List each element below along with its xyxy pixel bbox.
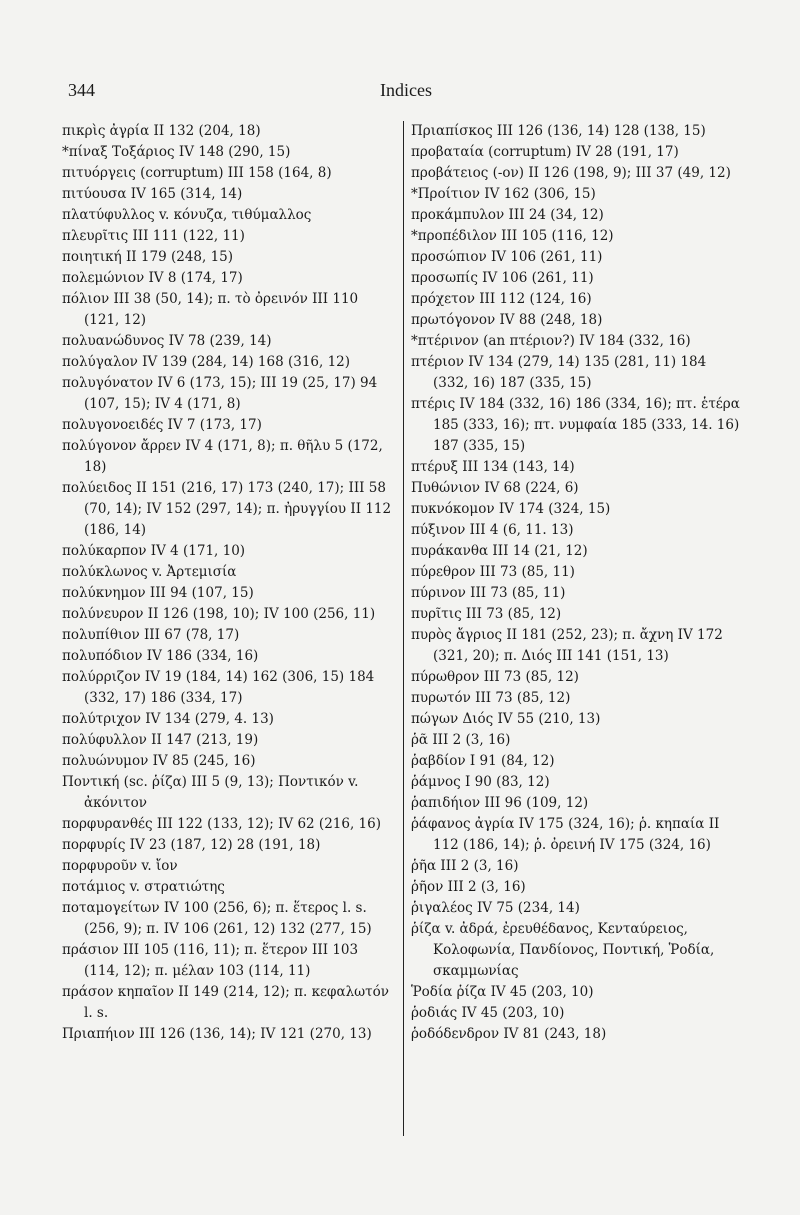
index-entry: πολυπίθιον III 67 (78, 17): [62, 627, 240, 643]
index-entry: πολύκνημον III 94 (107, 15): [62, 585, 254, 601]
index-entry: πικρὶς ἀγρία II 132 (204, 18): [62, 123, 261, 139]
index-entry: *προπέδιλον III 105 (116, 12): [411, 228, 614, 244]
index-entry: πολύφυλλον II 147 (213, 19): [62, 732, 259, 748]
index-columns: [60, 121, 740, 1141]
page-header: [68, 80, 736, 104]
index-entry: πιτυόργεις (corruptum) III 158 (164, 8): [62, 165, 332, 181]
running-head: Indices: [380, 80, 432, 100]
index-entry: προσώπιον IV 106 (261, 11): [411, 249, 603, 265]
index-entry: πιτύουσα IV 165 (314, 14): [62, 186, 243, 202]
index-entry: ῥίζα v. ἀδρά, ἐρευθέδανος, Κενταύρειος, Κολοφωνία, Πανδίονος, Ποντική, Ῥοδία, σκαμμωνίας: [411, 921, 715, 979]
index-entry: πρωτόγονον IV 88 (248, 18): [411, 312, 603, 328]
index-entry: πυρῖτις III 73 (85, 12): [411, 606, 562, 622]
index-entry: πολυγονοειδές IV 7 (173, 17): [62, 417, 262, 433]
index-entry: ῥαπιδήιον III 96 (109, 12): [411, 795, 589, 811]
index-entry: πώγων Διός IV 55 (210, 13): [411, 711, 601, 727]
index-entry: ῥοδιάς IV 45 (203, 10): [411, 1005, 565, 1021]
index-entry: πολυανώδυνος IV 78 (239, 14): [62, 333, 272, 349]
index-entry: πολεμώνιον IV 8 (174, 17): [62, 270, 243, 286]
index-entry: πολύνευρον II 126 (198, 10); IV 100 (256, 11): [62, 606, 376, 622]
index-entry: πύρεθρον III 73 (85, 11): [411, 564, 575, 580]
index-entry: Ποντική (sc. ῥίζα) III 5 (9, 13); Ποντικόν v. ἀκόνιτον: [62, 774, 359, 811]
page-number: 344: [68, 80, 95, 100]
index-entry: ποιητική II 179 (248, 15): [62, 249, 234, 265]
index-entry: ῥιγαλέος IV 75 (234, 14): [411, 900, 580, 916]
index-entry: πύρινον III 73 (85, 11): [411, 585, 566, 601]
index-entry: πύρωθρον III 73 (85, 12): [411, 669, 579, 685]
index-entry: πτέρις IV 184 (332, 16) 186 (334, 16); πτ. ἑτέρα 185 (333, 16); πτ. νυμφαία 185 (333, 14. 16) 187 (335, 15): [411, 396, 740, 454]
index-entry: ῥῆα III 2 (3, 16): [411, 858, 519, 874]
index-entry: πτέριον IV 134 (279, 14) 135 (281, 11) 184 (332, 16) 187 (335, 15): [411, 354, 707, 391]
column-divider: [403, 121, 404, 1136]
index-entry: πλατύφυλλος v. κόνυζα, τιθύμαλλος: [62, 207, 312, 223]
index-entry: πολύτριχον IV 134 (279, 4. 13): [62, 711, 274, 727]
index-entry: *πίναξ Τοξάριος IV 148 (290, 15): [62, 144, 291, 160]
index-entry: προβάτειος (-ον) II 126 (198, 9); III 37 (49, 12): [411, 165, 731, 181]
index-entry: ῥάμνος I 90 (83, 12): [411, 774, 550, 790]
index-entry: πολύγονον ἄρρεν IV 4 (171, 8); π. θῆλυ 5 (172, 18): [62, 438, 383, 475]
index-entry: πυρωτόν III 73 (85, 12): [411, 690, 571, 706]
index-entry: *πτέρινον (an πτέριον?) IV 184 (332, 16): [411, 333, 691, 349]
index-entry: Πριαπίσκος III 126 (136, 14) 128 (138, 15): [411, 123, 706, 139]
index-entry: προβαταία (corruptum) IV 28 (191, 17): [411, 144, 679, 160]
left-column: [62, 121, 394, 1045]
index-entry: πολύκαρπον IV 4 (171, 10): [62, 543, 246, 559]
index-entry: πράσον κηπαῖον II 149 (214, 12); π. κεφαλωτόν l. s.: [62, 984, 389, 1021]
index-entry: Πυθώνιον IV 68 (224, 6): [411, 480, 579, 496]
index-entry: ποταμογείτων IV 100 (256, 6); π. ἕτερος l. s. (256, 9); π. IV 106 (261, 12) 132 (277, 15): [62, 900, 372, 937]
index-entry: πρόχετον III 112 (124, 16): [411, 291, 592, 307]
index-entry: πυράκανθα III 14 (21, 12): [411, 543, 588, 559]
index-entry: πορφυρανθές III 122 (133, 12); IV 62 (216, 16): [62, 816, 381, 832]
index-entry: πολυώνυμον IV 85 (245, 16): [62, 753, 256, 769]
index-entry: Ῥοδία ῥίζα IV 45 (203, 10): [411, 984, 594, 1000]
index-entry: πορφυροῦν v. ἴον: [62, 858, 178, 874]
index-entry: πυρὸς ἄγριος II 181 (252, 23); π. ἄχνη IV 172 (321, 20); π. Διός III 141 (151, 13): [411, 627, 723, 664]
index-entry: πολυγόνατον IV 6 (173, 15); III 19 (25, 17) 94 (107, 15); IV 4 (171, 8): [62, 375, 378, 412]
index-entry: ποτάμιος v. στρατιώτης: [62, 879, 225, 895]
index-entry: ῥαβδίον I 91 (84, 12): [411, 753, 555, 769]
index-entry: πυκνόκομον IV 174 (324, 15): [411, 501, 611, 517]
index-entry: πολυπόδιον IV 186 (334, 16): [62, 648, 259, 664]
index-entry: ῥᾶ III 2 (3, 16): [411, 732, 511, 748]
index-entry: ῥοδόδενδρον IV 81 (243, 18): [411, 1026, 607, 1042]
index-entry: πόλιον III 38 (50, 14); π. τὸ ὀρεινόν III 110 (121, 12): [62, 291, 359, 328]
index-entry: πύξινον III 4 (6, 11. 13): [411, 522, 574, 538]
index-entry: πράσιον III 105 (116, 11); π. ἕτερον III 103 (114, 12); π. μέλαν 103 (114, 11): [62, 942, 359, 979]
index-entry: πολύειδος II 151 (216, 17) 173 (240, 17); III 58 (70, 14); IV 152 (297, 14); π. ἠρυγγίου II 112 (186, 14): [62, 480, 392, 538]
index-entry: πολύκλωνος v. Ἀρτεμισία: [62, 564, 237, 580]
index-entry: πολύγαλον IV 139 (284, 14) 168 (316, 12): [62, 354, 351, 370]
index-entry: ῥῆον III 2 (3, 16): [411, 879, 526, 895]
right-column: [411, 121, 745, 1045]
index-entry: πλευρῖτις III 111 (122, 11): [62, 228, 245, 244]
index-entry: ῥάφανος ἀγρία IV 175 (324, 16); ῥ. κηπαία II 112 (186, 14); ῥ. ὀρεινή IV 175 (324, 16): [411, 816, 720, 853]
index-entry: Πριαπήιον III 126 (136, 14); IV 121 (270, 13): [62, 1026, 372, 1042]
index-entry: πολύρριζον IV 19 (184, 14) 162 (306, 15) 184 (332, 17) 186 (334, 17): [62, 669, 375, 706]
index-entry: πορφυρίς IV 23 (187, 12) 28 (191, 18): [62, 837, 321, 853]
index-entry: *Προίτιον IV 162 (306, 15): [411, 186, 596, 202]
index-entry: προσωπίς IV 106 (261, 11): [411, 270, 594, 286]
index-entry: προκάμπυλον III 24 (34, 12): [411, 207, 604, 223]
index-entry: πτέρυξ III 134 (143, 14): [411, 459, 575, 475]
